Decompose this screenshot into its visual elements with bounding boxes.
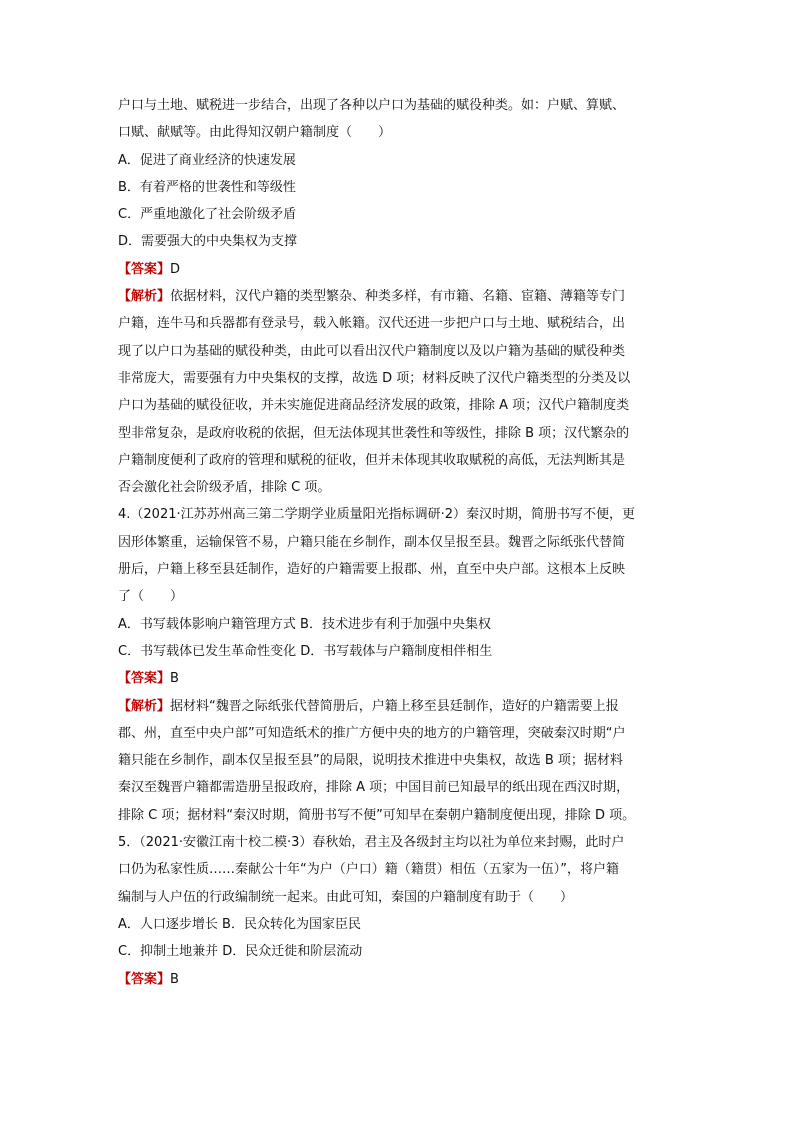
text-line: 型非常复杂，是政府收税的依据，但无法体现其世袭性和等级性，排除 B 项；汉代繁杂的 [118, 425, 630, 441]
document-page [118, 92, 678, 993]
answer-tag: 【答案】 [118, 261, 171, 277]
option-a: A．促进了商业经济的快速发展 [118, 152, 296, 168]
text-line: 户籍制度便利了政府的管理和赋税的征收，但并未体现其收取赋税的高低，无法判断其是 [118, 452, 626, 468]
question-4-analysis [118, 693, 678, 829]
question-3-stem-tail [118, 92, 678, 147]
text-line [118, 693, 678, 720]
text-line [118, 283, 678, 310]
text-line: 户口与土地、赋税进一步结合，出现了各种以户口为基础的赋役种类。如：户赋、算赋、 [118, 98, 626, 113]
text-line: 口赋、献赋等。由此得知汉朝户籍制度（ ） [118, 125, 392, 141]
question-5-options [118, 911, 678, 966]
answer-value: B [170, 671, 179, 687]
question-5-answer [118, 966, 678, 993]
question-3-analysis [118, 283, 678, 501]
text-line: 户籍，连牛马和兵器都有登录号，载入帐籍。汉代还进一步把户口与土地、赋税结合，出 [118, 316, 626, 332]
text-line: 郡、州，直至中央户部”可知造纸术的推广方便中央的地方的户籍管理，突破秦汉时期“户 [118, 725, 626, 741]
text-line: 籍只能在乡制作，副本仅呈报至县”的局限，说明技术推进中央集权，故选 B 项；据材料 [118, 753, 623, 769]
analysis-text: 依据材料，汉代户籍的类型繁杂、种类多样，有市籍、名籍、宦籍、薄籍等专门 [170, 289, 626, 305]
text-line: 口仍为私家性质……秦献公十年“为户（户口）籍（籍贯）相伍（五家为一伍）”，将户籍 [118, 862, 619, 878]
analysis-text: 据材料“魏晋之际纸张代替简册后，户籍上移至县廷制作，造好的户籍需要上报 [170, 698, 619, 714]
option-row: C．书写载体已发生革命性变化 D．书写载体与户籍制度相伴相生 [118, 643, 493, 659]
answer-value: D [170, 261, 181, 277]
text-line: 册后，户籍上移至县廷制作，造好的户籍需要上报郡、州，直至中央户部。这根本上反映 [118, 562, 626, 578]
text-line: 5．（2021·安徽江南十校二模·3）春秋始，君主及各级封主均以社为单位来封赐，此时户 [118, 835, 625, 851]
question-4-stem [118, 501, 678, 610]
text-line: 编制与人户伍的行政编制统一起来。由此可知，秦国的户籍制度有助于（ ） [118, 889, 574, 905]
option-c: C．严重地激化了社会阶级矛盾 [118, 207, 297, 223]
option-row: C．抑制土地兼并 D．民众迁徙和阶层流动 [118, 944, 363, 960]
text-line: 4.（2021·江苏苏州高三第二学期学业质量阳光指标调研·2）秦汉时期，简册书写不便，更 [118, 507, 636, 523]
answer-tag: 【答案】 [118, 671, 171, 687]
text-line: 现了以户口为基础的赋役种类，由此可以看出汉代户籍制度以及以户籍为基础的赋役种类 [118, 343, 626, 359]
question-4-options [118, 611, 678, 666]
answer-value: B [170, 971, 179, 987]
option-b: B．有着严格的世袭性和等级性 [118, 179, 296, 195]
option-row: A．书写载体影响户籍管理方式 B．技术进步有利于加强中央集权 [118, 616, 491, 632]
answer-tag: 【答案】 [118, 971, 171, 987]
analysis-tag: 【解析】 [118, 289, 171, 305]
text-line: 非常庞大，需要强有力中央集权的支撑，故选 D 项；材料反映了汉代户籍类型的分类及以 [118, 370, 631, 386]
option-row: A．人口逐步增长 B．民众转化为国家臣民 [118, 916, 361, 932]
text-line: 了（ ） [118, 589, 184, 605]
question-5-stem [118, 829, 678, 911]
question-3-options [118, 147, 678, 256]
text-line: 秦汉至魏晋户籍都需造册呈报政府，排除 A 项；中国目前已知最早的纸出现在西汉时期， [118, 780, 630, 796]
question-4-answer [118, 665, 678, 692]
text-line: 排除 C 项；据材料“秦汉时期，简册书写不便”可知早在秦朝户籍制度便出现，排除 D 项。 [118, 807, 636, 823]
text-line: 否会激化社会阶级矛盾，排除 C 项。 [118, 480, 331, 496]
text-line: 因形体繁重，运输保管不易，户籍只能在乡制作，副本仅呈报至县。魏晋之际纸张代替简 [118, 534, 626, 550]
text-line: 户口为基础的赋役征收，并未实施促进商品经济发展的政策，排除 A 项；汉代户籍制度类 [118, 398, 630, 414]
analysis-tag: 【解析】 [118, 698, 171, 714]
question-3-answer [118, 256, 678, 283]
option-d: D．需要强大的中央集权为支撑 [118, 234, 298, 250]
